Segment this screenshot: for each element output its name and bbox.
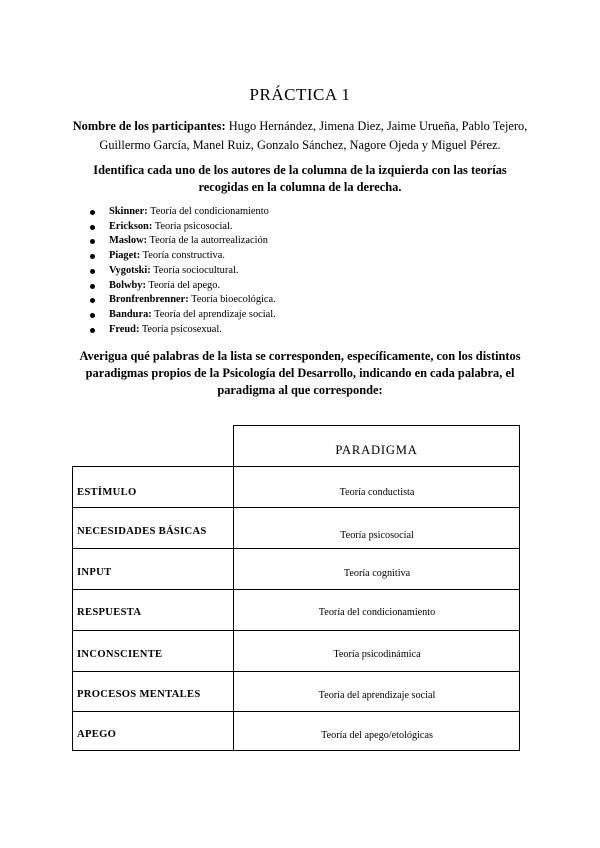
- authors-list: [88, 205, 276, 337]
- instruction-authors: Identifica cada uno de los autores de la columna de la izquierda con las teorías recogidas en la columna de la derecha.: [93, 163, 507, 194]
- list-item: [88, 279, 276, 294]
- author-name: Bandura:: [109, 308, 152, 320]
- list-item: [88, 323, 276, 338]
- author-theory: Teoría psicosocial.: [152, 220, 233, 232]
- table-row: [73, 508, 519, 548]
- author-name: Piaget:: [109, 250, 141, 262]
- paradigm-cell: Teoría del aprendizaje social: [318, 690, 436, 701]
- list-item: [88, 220, 276, 235]
- instruction-paradigms: Averigua qué palabras de la lista se corresponden, específicamente, con los distintos paradigmas propios de la Psicología del Desarrollo, indicando en cada palabra, el paradigma al que corresponde:: [79, 349, 521, 397]
- term-cell: NECESIDADES BÁSICAS: [77, 526, 207, 537]
- list-item: [88, 308, 276, 323]
- participants-names: Hugo Hernández, Jimena Diez, Jaime Urueña, Pablo Tejero, Guillermo García, Manel Ruiz, Gonzalo Sánchez, Nagore Ojeda y Miguel Pérez.: [99, 119, 528, 152]
- author-name: Skinner:: [109, 206, 148, 217]
- term-cell: APEGO: [77, 729, 117, 740]
- table-row: [73, 590, 519, 630]
- table-row: [73, 631, 519, 671]
- table-row: [73, 549, 519, 589]
- author-name: Maslow:: [109, 235, 148, 247]
- author-theory: Teoría del condicionamiento: [147, 206, 269, 217]
- table-row: [73, 672, 519, 712]
- list-item: [88, 293, 276, 308]
- paradigm-cell: Teoría del apego/etológicas: [321, 730, 433, 741]
- author-name: Bronfrenbrenner:: [109, 294, 189, 306]
- list-item: [88, 205, 276, 220]
- paradigm-cell: Teoría psicosocial: [340, 530, 414, 541]
- term-cell: INCONSCIENTE: [77, 649, 163, 660]
- author-theory: Teoría del apego.: [145, 279, 221, 291]
- table-row: [73, 712, 519, 752]
- term-cell: ESTÍMULO: [77, 487, 137, 498]
- participants-label: Nombre de los participantes:: [72, 119, 226, 133]
- table-header-paradigma: PARADIGMA: [233, 425, 520, 466]
- list-item: [88, 264, 276, 279]
- list-item: [88, 234, 276, 249]
- author-name: Erickson:: [109, 220, 153, 232]
- author-name: Bolwby:: [109, 279, 146, 291]
- author-theory: Teoría psicosexual.: [139, 323, 222, 335]
- table-row: [73, 467, 519, 507]
- author-name: Freud:: [109, 323, 140, 335]
- author-theory: Teoría sociocultural.: [150, 264, 239, 276]
- list-item: [88, 249, 276, 264]
- paradigm-cell: Teoría cognitiva: [343, 568, 411, 579]
- term-cell: INPUT: [77, 567, 112, 578]
- author-theory: Teoría del aprendizaje social.: [151, 308, 276, 320]
- paradigm-table: [72, 466, 520, 751]
- term-cell: RESPUESTA: [77, 607, 142, 618]
- author-theory: Teoría bioecológica.: [188, 294, 276, 306]
- paradigm-cell: Teoría psicodinámica: [333, 649, 421, 660]
- term-cell: PROCESOS MENTALES: [77, 689, 201, 700]
- page-title: PRÁCTICA 1: [249, 85, 351, 104]
- paradigm-cell: Teoría conductista: [339, 487, 415, 498]
- author-theory: Teoría de la autorrealización: [147, 235, 268, 247]
- author-theory: Teoría constructiva.: [140, 250, 225, 262]
- author-name: Vygotski:: [109, 264, 151, 276]
- paradigm-cell: Teoría del condicionamiento: [318, 607, 436, 618]
- participants-paragraph: [70, 117, 530, 155]
